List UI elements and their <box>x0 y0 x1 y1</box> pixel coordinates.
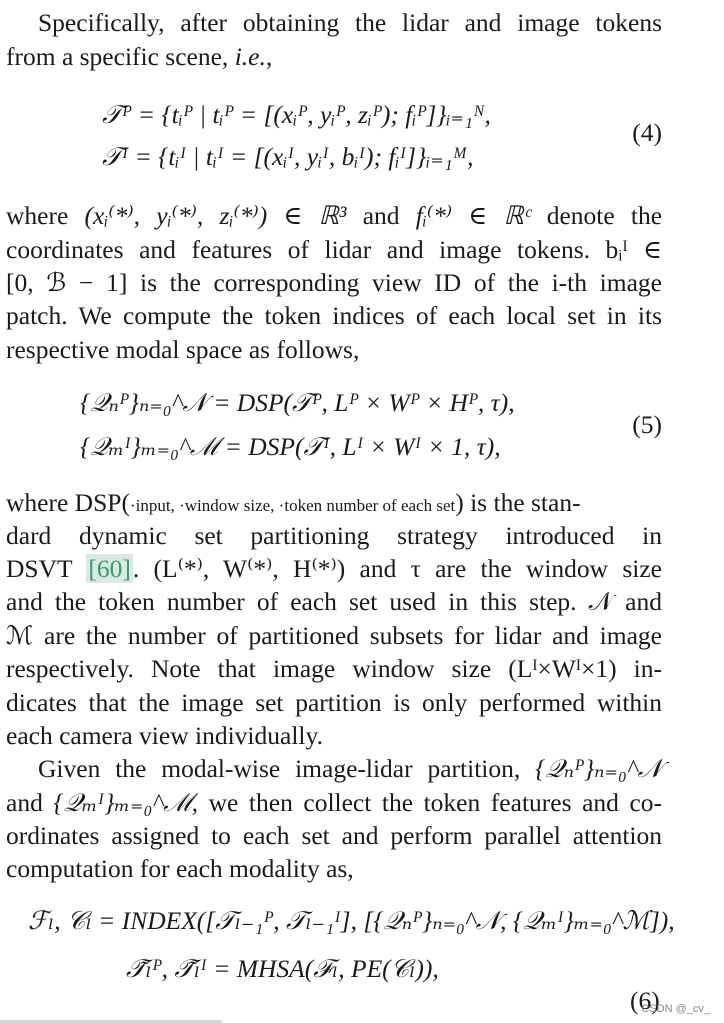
equation-5-row-2 <box>80 430 501 463</box>
paragraph-3-line-5: ℳ are the number of partitioned subsets for lidar and image <box>6 621 662 650</box>
equation-text: {𝒬ₘᴵ}ₘ₌₀^ℳ = DSP(𝒯ᴵ, Lᴵ × Wᴵ × 1, τ), <box>80 432 501 461</box>
paragraph-1-line-1: Specifically, after obtaining the lidar and image tokens <box>38 8 662 37</box>
paragraph-4-line-1 <box>6 752 662 785</box>
paragraph-3-line-4: and the token number of each set used in this step. 𝒩 and <box>6 587 662 616</box>
equation-text: {𝒬ₙᴾ}ₙ₌₀^𝒩 = DSP(𝒯ᴾ, Lᴾ × Wᴾ × Hᴾ, τ), <box>80 388 515 417</box>
text: and <box>6 788 43 817</box>
text: denote the <box>546 201 663 230</box>
inline-math: fᵢ⁽*⁾ ∈ ℝᶜ <box>415 201 531 230</box>
text: we then collect the token features and co- <box>208 788 663 817</box>
equation-4-number: (4) <box>632 118 662 147</box>
text: where DSP( <box>6 488 130 517</box>
paragraph-3-line-8: each camera view individually. <box>6 721 323 750</box>
equation-5-row-1 <box>80 386 515 419</box>
paragraph-3-line-1 <box>6 486 662 522</box>
equation-4-row-2 <box>102 140 473 173</box>
text: Given the modal-wise image-lidar partition, <box>38 754 521 783</box>
paragraph-1-line-2 <box>6 40 662 73</box>
ie-abbrev: i.e. <box>234 42 266 71</box>
watermark: CSDN @_cv_ <box>641 1003 710 1015</box>
equation-6-row-2 <box>126 952 439 985</box>
previous-line-fragment <box>0 0 724 2</box>
inline-math: {𝒬ₘᴵ}ₘ₌₀^ℳ, <box>53 788 199 817</box>
text: where <box>6 201 69 230</box>
paragraph-4-line-3: ordinates assigned to each set and perform parallel attention <box>6 821 662 850</box>
text: ) is the stan- <box>455 488 581 517</box>
paragraph-4-line-2 <box>6 786 662 819</box>
paragraph-2-line-3: [0, ℬ − 1] is the corresponding view ID of the i-th image <box>6 268 662 297</box>
dsp-arguments: ·input, ·window size, ·token number of each set <box>129 496 456 515</box>
paragraph-3-line-6: respectively. Note that image window size (Lᴵ×Wᴵ×1) in- <box>6 654 662 683</box>
paragraph-4-line-4: computation for each modality as, <box>6 854 354 883</box>
equation-text: 𝒯ᴵ = {tᵢᴵ | tᵢᴵ = [(xᵢᴵ, yᵢᴵ, bᵢᴵ); fᵢᴵ]}ᵢ₌₁ᴹ, <box>102 142 474 171</box>
citation-link[interactable]: [60] <box>88 554 131 583</box>
text: , <box>265 42 273 71</box>
paragraph-2-line-2: coordinates and features of lidar and image tokens. bᵢᴵ ∈ <box>6 235 662 264</box>
paragraph-2-line-5: respective modal space as follows, <box>6 335 360 364</box>
equation-6-row-1 <box>28 904 675 937</box>
paragraph-3-line-3 <box>6 552 662 585</box>
equation-5-number: (5) <box>632 410 662 439</box>
paragraph-2-line-4: patch. We compute the token indices of each local set in its <box>6 301 662 330</box>
paragraph-3-line-2: dard dynamic set partitioning strategy introduced in <box>6 521 662 550</box>
paragraph-2-line-1 <box>6 199 662 232</box>
equation-text: 𝒯̃ₗᴾ, 𝒯̃ₗᴵ = MHSA(ℱₗ, PE(𝒞ₗ)), <box>126 954 439 983</box>
text: DSVT <box>6 554 87 583</box>
equation-text: ℱₗ, 𝒞ₗ = INDEX([𝒯ₗ₋₁ᴾ, 𝒯ₗ₋₁ᴵ], [{𝒬ₙᴾ}ₙ₌₀^𝒩, {𝒬ₘᴵ}ₘ₌₀^ℳ]), <box>28 906 675 935</box>
paragraph-3-line-7: dicates that the image set partition is only performed within <box>6 688 662 717</box>
text: . (L⁽*⁾, W⁽*⁾, H⁽*⁾) and τ are the window size <box>132 554 662 583</box>
equation-4-row-1 <box>102 98 491 131</box>
equation-6-number: (6) <box>630 986 660 1015</box>
inline-math: (xᵢ⁽*⁾, yᵢ⁽*⁾, zᵢ⁽*⁾) ∈ ℝ³ <box>84 201 347 230</box>
text: and <box>362 201 400 230</box>
text: from a specific scene, <box>6 42 235 71</box>
equation-text: 𝒯ᴾ = {tᵢᴾ | tᵢᴾ = [(xᵢᴾ, yᵢᴾ, zᵢᴾ); fᵢᴾ]}ᵢ₌₁ᴺ, <box>102 100 491 129</box>
inline-math: {𝒬ₙᴾ}ₙ₌₀^𝒩 <box>535 754 663 783</box>
